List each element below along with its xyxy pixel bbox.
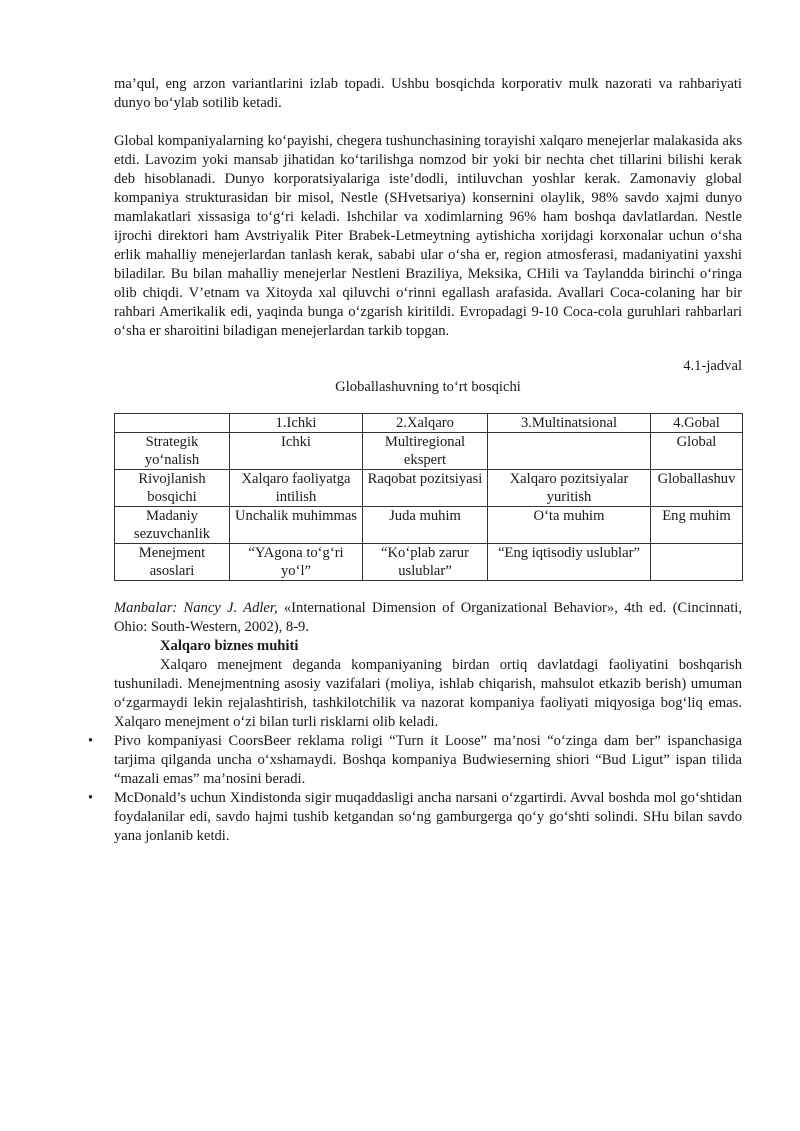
table-row bbox=[115, 507, 743, 544]
table-cell: Global bbox=[651, 433, 743, 470]
table-source bbox=[114, 599, 742, 637]
table-cell: Eng muhim bbox=[651, 507, 743, 544]
table-header-row bbox=[115, 414, 743, 433]
bullet-icon: • bbox=[88, 790, 94, 806]
table-cell: Multiregional ekspert bbox=[363, 433, 488, 470]
bullet-list bbox=[88, 732, 742, 846]
table-row bbox=[115, 433, 743, 470]
table-cell: Raqobat pozitsiyasi bbox=[363, 470, 488, 507]
table-cell: Juda muhim bbox=[363, 507, 488, 544]
table-cell bbox=[488, 433, 651, 470]
paragraph-global-companies: Global kompaniyalarning ko‘payishi, chegera tushunchasining torayishi xalqaro menejerlar malakasida aks etdi. Lavozim yoki mansab jihatidan ko‘tarilishga nomzod bir yoki bir nechta chet tillarini bilishi kerak deb hisoblanadi. Dunyo korporatsiyalariga iste’dodli, intiluvchan yoshlar kerak. Zamonaviy global kompaniya strukturasidan bir misol, Nestle (SHvetsariya) konsernini olaylik, 98% savdo xajmi dunyo mamlakatlari xissasiga to‘g‘ri keladi. Ishchilar va xodimlarning 96% ham boshqa davlatlardan. Nestle ijrochi direktori ham Avstriyalik Piter Brabek-Letmeytning aytishicha xorijdagi korxonalar uchun o‘sha erlik mahalliy menejerlardan tanlash kerak, sababi ular o‘sha er, region atmosferasi, madaniyatini yaxshi biladilar. Bu bilan mahalliy menejerlar Nestleni Braziliya, Meksika, CHili va Taylandda birinchi o‘ringa olib chiqdi. V’etnam va Xitoyda xal qiluvchi o‘rinni egallash arafasida. Avallari Coca-colaning har bir rahbari Amerikalik edi, yaqinda bunga o‘zgarish kiritildi. Evropadagi 9-10 Coca-cola guruhlari rahbarlari o‘sha er sharoitini biladigan menejerlardan tarkib topgan. bbox=[114, 133, 742, 339]
table-header-cell: 4.Gobal bbox=[651, 414, 743, 433]
table-row bbox=[115, 470, 743, 507]
source-author: Manbalar: Nancy J. Adler, bbox=[114, 600, 278, 616]
document-content bbox=[88, 75, 742, 846]
table-row bbox=[115, 544, 743, 581]
table-cell: Rivojlanish bosqichi bbox=[115, 470, 230, 507]
table-cell: Globallashuv bbox=[651, 470, 743, 507]
table-cell: “Eng iqtisodiy uslublar” bbox=[488, 544, 651, 581]
table-header-cell bbox=[115, 414, 230, 433]
table-header-cell: 2.Xalqaro bbox=[363, 414, 488, 433]
section-intro: Xalqaro menejment deganda kompaniyaning birdan ortiq davlatdagi faoliyatini boshqarish tushuniladi. Menejmentning asosiy vazifalari (moliya, ishlab chiqarish, mahsulot etkazib berish) umuman o‘zgarmaydi lekin rejalashtirish, tashkilotchilik va nazorat kompaniya faoliyati miqyosiga bog‘liq emas. Xalqaro menejment o‘zi bilan turli risklarni olib keladi. bbox=[114, 657, 742, 730]
table-cell: Madaniy sezuvchanlik bbox=[115, 507, 230, 544]
table-cell: Xalqaro pozitsiyalar yuritish bbox=[488, 470, 651, 507]
bullet-icon: • bbox=[88, 733, 94, 749]
globalization-stages-table bbox=[114, 413, 743, 581]
table-cell: “Ko‘plab zarur uslublar” bbox=[363, 544, 488, 581]
table-cell: “YAgona to‘g‘ri yo‘l” bbox=[230, 544, 363, 581]
table-number: 4.1-jadval bbox=[683, 358, 742, 374]
table-header-cell: 3.Multinatsional bbox=[488, 414, 651, 433]
table-cell: Unchalik muhimmas bbox=[230, 507, 363, 544]
source-reference: «International Dimension of Organizational Behavior», 4th ed. (Cincinnati, Ohio: South-Western, 2002), 8-9. bbox=[114, 600, 742, 635]
list-item-text: Pivo kompaniyasi CoorsBeer reklama roligi “Turn it Loose” ma’nosi “o‘zinga dam ber” ispanchasiga tarjima qilganda uncha o‘xshamaydi. Boshqa kompaniya Budwieserning shiori “Bud Ligut” ispan tilida “mazali emas” ma’nosini beradi. bbox=[114, 733, 742, 787]
table-cell: O‘ta muhim bbox=[488, 507, 651, 544]
section-heading: Xalqaro biznes muhiti bbox=[160, 638, 299, 654]
table-cell: Ichki bbox=[230, 433, 363, 470]
paragraph-continuation: ma’qul, eng arzon variantlarini izlab topadi. Ushbu bosqichda korporativ mulk nazorati va rahbariyati dunyo bo‘ylab sotilib ketadi. bbox=[114, 76, 742, 111]
table-cell: Xalqaro faoliyatga intilish bbox=[230, 470, 363, 507]
table-cell bbox=[651, 544, 743, 581]
table-header-cell: 1.Ichki bbox=[230, 414, 363, 433]
table-cell: Menejment asoslari bbox=[115, 544, 230, 581]
table-title: Globallashuvning to‘rt bosqichi bbox=[335, 379, 521, 395]
list-item bbox=[88, 789, 742, 846]
list-item-text: McDonald’s uchun Xindistonda sigir muqaddasligi ancha narsani o‘zgartirdi. Avval boshda mol go‘shtidan foydalanilar edi, savdo hajmi tushib ketgandan so‘ng gamburgerga qo‘y go‘shti solindi. SHu bilan savdo yana jonlanib ketdi. bbox=[114, 790, 742, 844]
list-item bbox=[88, 732, 742, 789]
table-cell: Strategik yo‘nalish bbox=[115, 433, 230, 470]
